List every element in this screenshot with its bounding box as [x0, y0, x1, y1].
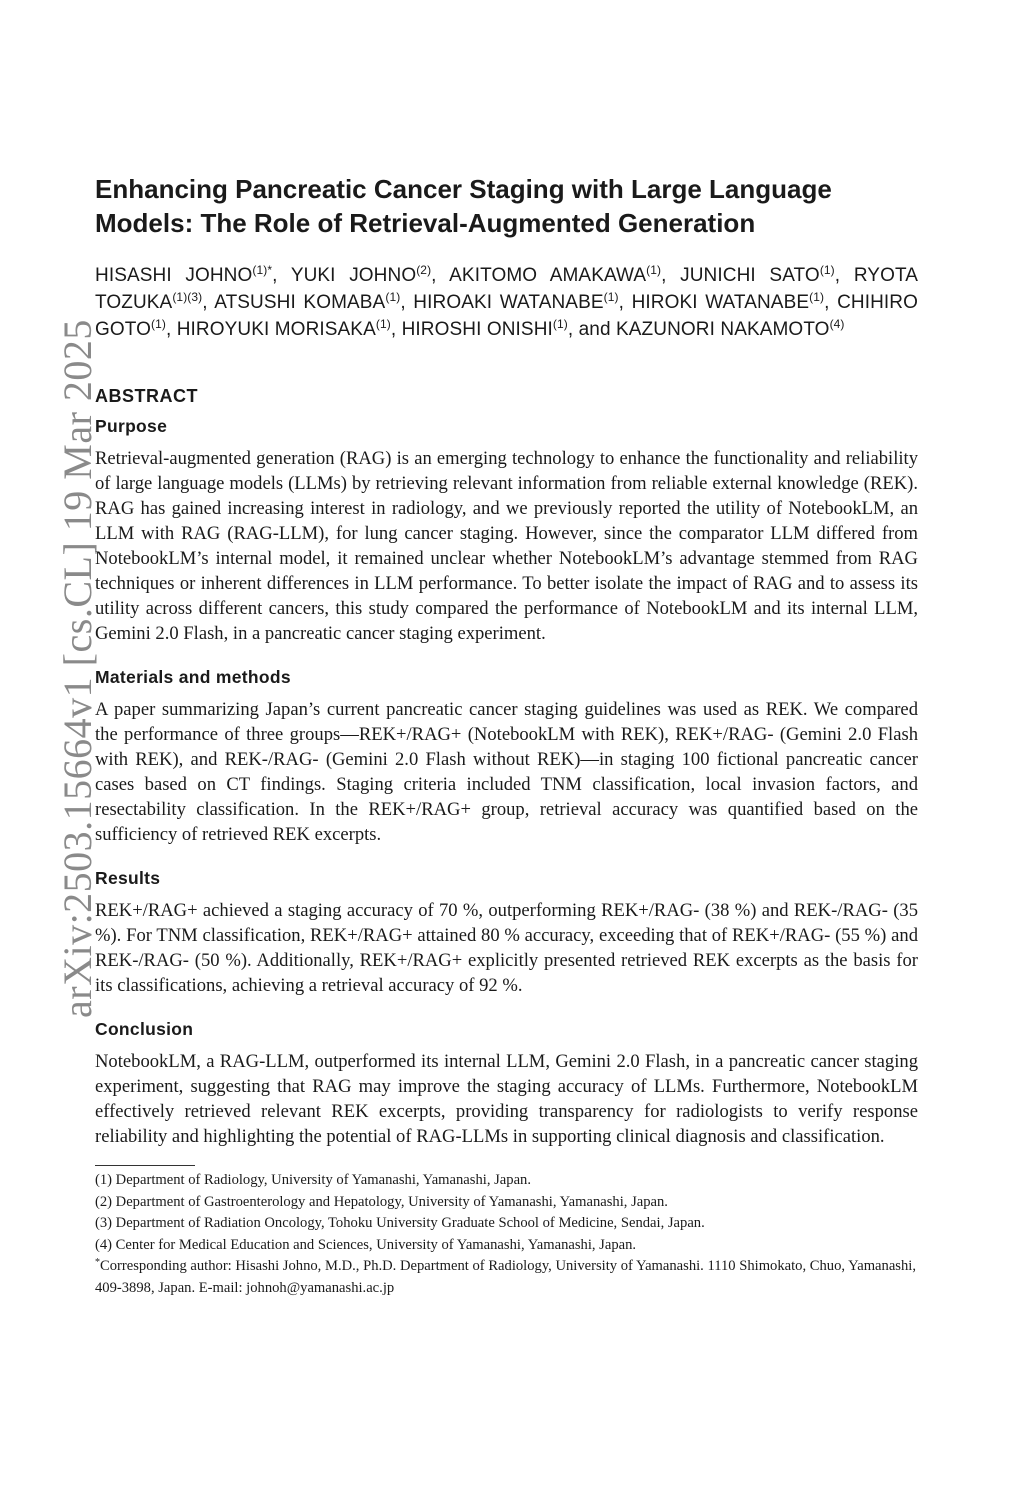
author — [616, 319, 845, 340]
author-separator: , — [824, 292, 838, 313]
author-name: KAZUNORI NAKAMOTO — [616, 319, 830, 340]
author-separator: , — [400, 292, 414, 313]
author-affiliation-mark: (1) — [646, 263, 662, 277]
author-affiliation-mark: (2) — [416, 263, 432, 277]
author-separator: , — [661, 265, 681, 286]
paper-page — [95, 172, 918, 1300]
author — [95, 265, 272, 286]
author — [632, 292, 825, 313]
author-affiliation-mark: (1) — [151, 317, 166, 331]
footnote-rule — [95, 1165, 195, 1166]
section-text: NotebookLM, a RAG-LLM, outperformed its internal LLM, Gemini 2.0 Flash, in a pancreatic cancer staging experiment, suggesting that RAG may improve the staging accuracy of LLMs. Furthermore, NotebookLM effectively retrieved relevant REK excerpts, providing transparency for radiologists to verify response reliability and highlighting the potential of RAG-LLMs in supporting clinical diagnosis and classification. — [95, 1051, 918, 1147]
author-name: JUNICHI SATO — [680, 265, 820, 286]
author-separator: , — [618, 292, 632, 313]
author — [449, 265, 661, 286]
author-affiliation-mark: (4) — [829, 317, 845, 331]
section-heading: Results — [95, 868, 161, 888]
author — [402, 319, 568, 340]
author — [413, 292, 618, 313]
affiliation-footnote: (4) Center for Medical Education and Sciences, University of Yamanashi, Yamanashi, Japan. — [95, 1236, 637, 1253]
author-affiliation-mark: (1) — [809, 290, 825, 304]
abstract-heading: ABSTRACT — [95, 386, 198, 406]
author-name: ATSUSHI KOMABA — [214, 292, 386, 313]
author-name: HIROKI WATANABE — [631, 292, 810, 313]
author-separator: , — [390, 319, 402, 340]
author-affiliation-mark: (1)(3) — [172, 290, 203, 304]
author-name: RYOTA TOZUKA — [95, 265, 919, 313]
affiliation-footnote: (3) Department of Radiation Oncology, Tohoku University Graduate School of Medicine, Sendai, Japan. — [95, 1215, 705, 1232]
section-heading: Conclusion — [95, 1019, 194, 1039]
author-name: AKITOMO AMAKAWA — [449, 265, 647, 286]
author-separator: , — [431, 265, 450, 286]
author-list — [95, 262, 918, 343]
author-affiliation-mark: (1)* — [252, 263, 273, 277]
author-affiliation-mark: (1) — [375, 317, 391, 331]
section-text: Retrieval-augmented generation (RAG) is an emerging technology to enhance the functionality and reliability of large language models (LLMs) by retrieving relevant information from reliable external knowledge (REK). RAG has gained increasing interest in radiology, and we previously reported the utility of NotebookLM, an LLM with RAG (RAG-LLM), for lung cancer staging. However, since the comparator LLM differed from NotebookLM’s internal model, it remained unclear whether NotebookLM’s advantage stemmed from RAG techniques or inherent differences in LLM performance. To better isolate the impact of RAG and to assess its utility across different cancers, this study compared the performance of NotebookLM and its internal LLM, Gemini 2.0 Flash, in a pancreatic cancer staging experiment. — [95, 448, 918, 644]
section-heading: Purpose — [95, 416, 168, 436]
author-separator: , — [202, 292, 215, 313]
section-text: REK+/RAG+ achieved a staging accuracy of 70 %, outperforming REK+/RAG- (38 %) and REK-/RAG- (35 %). For TNM classification, REK+/RAG+ attained 80 % accuracy, exceeding that of REK+/RAG- (55 %) and REK-/RAG- (50 %). Additionally, REK+/RAG+ explicitly presented retrieved REK excerpts as the basis for its classifications, achieving a retrieval accuracy of 92 %. — [95, 900, 918, 996]
corresponding-author-note — [95, 1256, 918, 1299]
paper-title: Enhancing Pancreatic Cancer Staging with Large Language Models: The Role of Retrieval-Augmented Generation — [95, 174, 832, 238]
author — [680, 265, 835, 286]
author-affiliation-mark: (1) — [552, 317, 568, 331]
author-name: HISASHI JOHNO — [95, 265, 253, 286]
author-separator: , — [272, 265, 291, 286]
author-name: HIROAKI WATANABE — [413, 292, 604, 313]
author-separator: , — [165, 319, 177, 340]
corresponding-text: Corresponding author: Hisashi Johno, M.D., Ph.D. Department of Radiology, University of Yamanashi. 1110 Shimokato, Chuo, Yamanashi, 409-3898, Japan. E-mail: johnoh@yamanashi.ac.jp — [95, 1258, 916, 1296]
author-name: YUKI JOHNO — [290, 265, 417, 286]
affiliation-footnote: (2) Department of Gastroenterology and Hepatology, University of Yamanashi, Yamanashi, Japan. — [95, 1193, 668, 1210]
author-name: HIROSHI ONISHI — [401, 319, 553, 340]
footnotes — [95, 1170, 918, 1256]
author — [177, 319, 391, 340]
author-affiliation-mark: (1) — [385, 290, 401, 304]
section-text: A paper summarizing Japan’s current pancreatic cancer staging guidelines was used as REK. We compared the performance of three groups—REK+/RAG+ (NotebookLM with REK), REK+/RAG- (Gemini 2.0 Flash with REK), and REK-/RAG- (Gemini 2.0 Flash without REK)—in staging 100 fictional pancreatic cancer cases based on CT findings. Staging criteria included TNM classification, local invasion factors, and resectability classification. In the REK+/RAG+ group, retrieval accuracy was quantified based on the sufficiency of retrieved REK excerpts. — [95, 699, 918, 845]
author — [214, 292, 400, 313]
author-affiliation-mark: (1) — [819, 263, 835, 277]
section-heading: Materials and methods — [95, 667, 291, 687]
author-separator: , and — [567, 319, 617, 340]
arxiv-side-stamp: arXiv:2503.15664v1 [cs.CL] 19 Mar 2025 — [55, 319, 100, 1018]
author-separator: , — [834, 265, 854, 286]
corresponding-mark: * — [95, 1257, 100, 1269]
affiliation-footnote: (1) Department of Radiology, University of Yamanashi, Yamanashi, Japan. — [95, 1172, 531, 1188]
author-name: CHIHIRO GOTO — [95, 292, 918, 340]
author-affiliation-mark: (1) — [603, 290, 619, 304]
author — [291, 265, 431, 286]
abstract-sections — [95, 416, 918, 1149]
author-name: HIROYUKI MORISAKA — [176, 319, 376, 340]
